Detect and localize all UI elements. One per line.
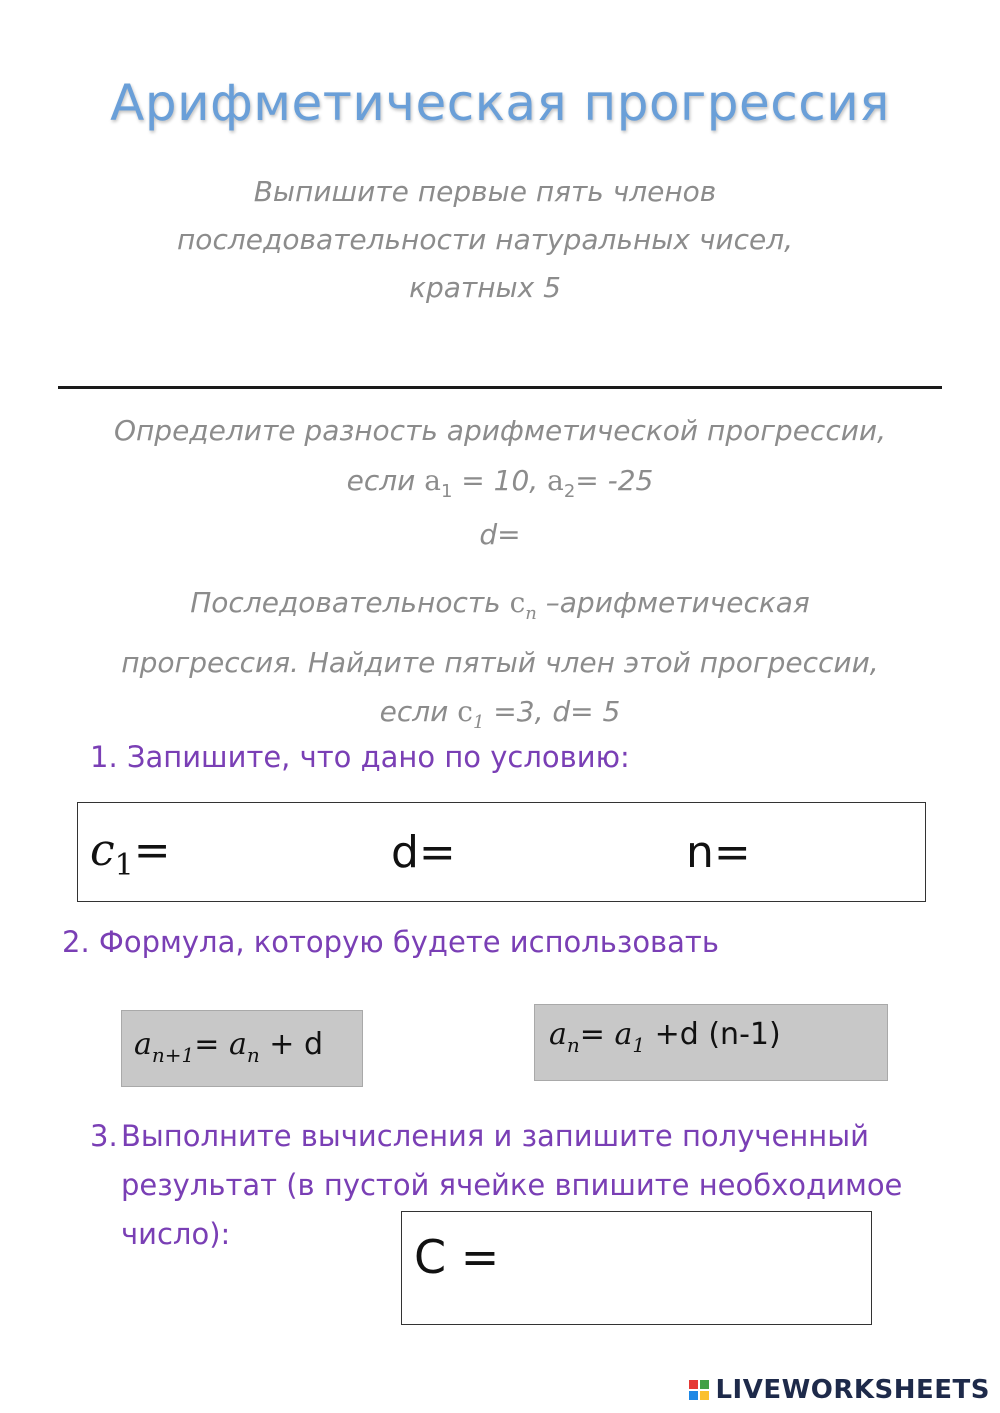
question-3-part-2: –арифметическая <box>536 586 810 619</box>
formula-nth-term-text <box>549 1017 781 1057</box>
a1-value: = 10, <box>452 464 548 497</box>
a2-value: = -25 <box>575 464 654 497</box>
answer-label: C = <box>414 1230 500 1284</box>
formula-1-sub-right: n <box>246 1043 260 1067</box>
formula-1-a2: a <box>228 1027 247 1062</box>
c1-subscript: 1 <box>472 712 485 733</box>
given-box <box>77 802 926 902</box>
answer-line[interactable] <box>58 386 942 389</box>
n-field[interactable]: n= <box>686 827 751 878</box>
step-3-text: Выполните вычисления и запишите полученный результат (в пустой ячейке впишите необходимое число): <box>121 1119 903 1251</box>
formula-2-tail: +d (n-1) <box>645 1017 781 1052</box>
logo-text: LIVEWORKSHEETS <box>715 1375 990 1405</box>
cn-subscript: n <box>525 603 537 624</box>
question-3-prefix: если <box>379 695 458 728</box>
formula-option-nth-term[interactable] <box>534 1004 888 1081</box>
page-title: Арифметическая прогрессия <box>110 74 890 132</box>
logo-square-yellow <box>700 1391 709 1400</box>
step-1-heading: 1. Запишите, что дано по условию: <box>90 740 630 774</box>
question-1-line-2: последовательности натуральных чисел, <box>177 223 793 256</box>
question-2-prefix: если <box>346 464 425 497</box>
formula-1-tail: + d <box>259 1027 323 1062</box>
c1-label-subscript: 1 <box>114 848 134 883</box>
d-answer-label: d= <box>479 518 521 551</box>
c1-symbol: c <box>457 695 473 728</box>
question-3-values: =3, d= 5 <box>484 695 621 728</box>
cn-symbol: c <box>509 586 526 619</box>
question-3-line-2: прогрессия. Найдите пятый член этой прогрессии, <box>121 646 879 679</box>
question-1-line-1: Выпишите первые пять членов <box>253 175 717 208</box>
answer-box <box>401 1211 872 1325</box>
question-3-line-3 <box>60 687 940 747</box>
step-3-number: 3. <box>90 1119 118 1153</box>
question-2 <box>40 406 960 517</box>
formula-option-recursive[interactable] <box>121 1010 363 1087</box>
question-3 <box>60 578 940 747</box>
question-3-part-1: Последовательность <box>190 586 510 619</box>
a1-symbol: a <box>424 464 441 497</box>
a2-symbol: a <box>547 464 564 497</box>
answer-input[interactable] <box>552 1232 852 1302</box>
c1-field[interactable] <box>90 825 171 883</box>
question-1-line-3: кратных 5 <box>409 271 561 304</box>
formula-1-eq: = <box>194 1027 229 1062</box>
formula-2-a2: a <box>614 1017 633 1052</box>
logo-square-red <box>689 1380 698 1389</box>
question-1 <box>100 168 870 312</box>
formula-2-sub-right: 1 <box>632 1033 646 1057</box>
c1-equals: = <box>133 825 171 876</box>
logo-square-green <box>700 1380 709 1389</box>
a1-subscript: 1 <box>440 481 453 502</box>
formula-2-eq: = <box>579 1017 615 1052</box>
a2-subscript: 2 <box>563 481 576 502</box>
formula-2-sub-left: n <box>566 1033 580 1057</box>
c1-label-symbol: c <box>90 825 115 876</box>
formula-recursive-text <box>134 1027 323 1067</box>
formula-1-a: a <box>134 1027 152 1062</box>
step-2-heading: 2. Формула, которую будете использовать <box>62 925 719 959</box>
question-2-line-2 <box>40 456 960 517</box>
question-3-line-1 <box>60 578 940 638</box>
question-2-line-1: Определите разность арифметической прогрессии, <box>113 414 887 447</box>
logo-icon <box>689 1380 709 1400</box>
liveworksheets-logo <box>689 1375 990 1405</box>
formula-1-sub-left: n+1 <box>151 1043 195 1067</box>
logo-square-blue <box>689 1391 698 1400</box>
formula-2-a: a <box>549 1017 567 1052</box>
d-field[interactable]: d= <box>391 827 456 878</box>
